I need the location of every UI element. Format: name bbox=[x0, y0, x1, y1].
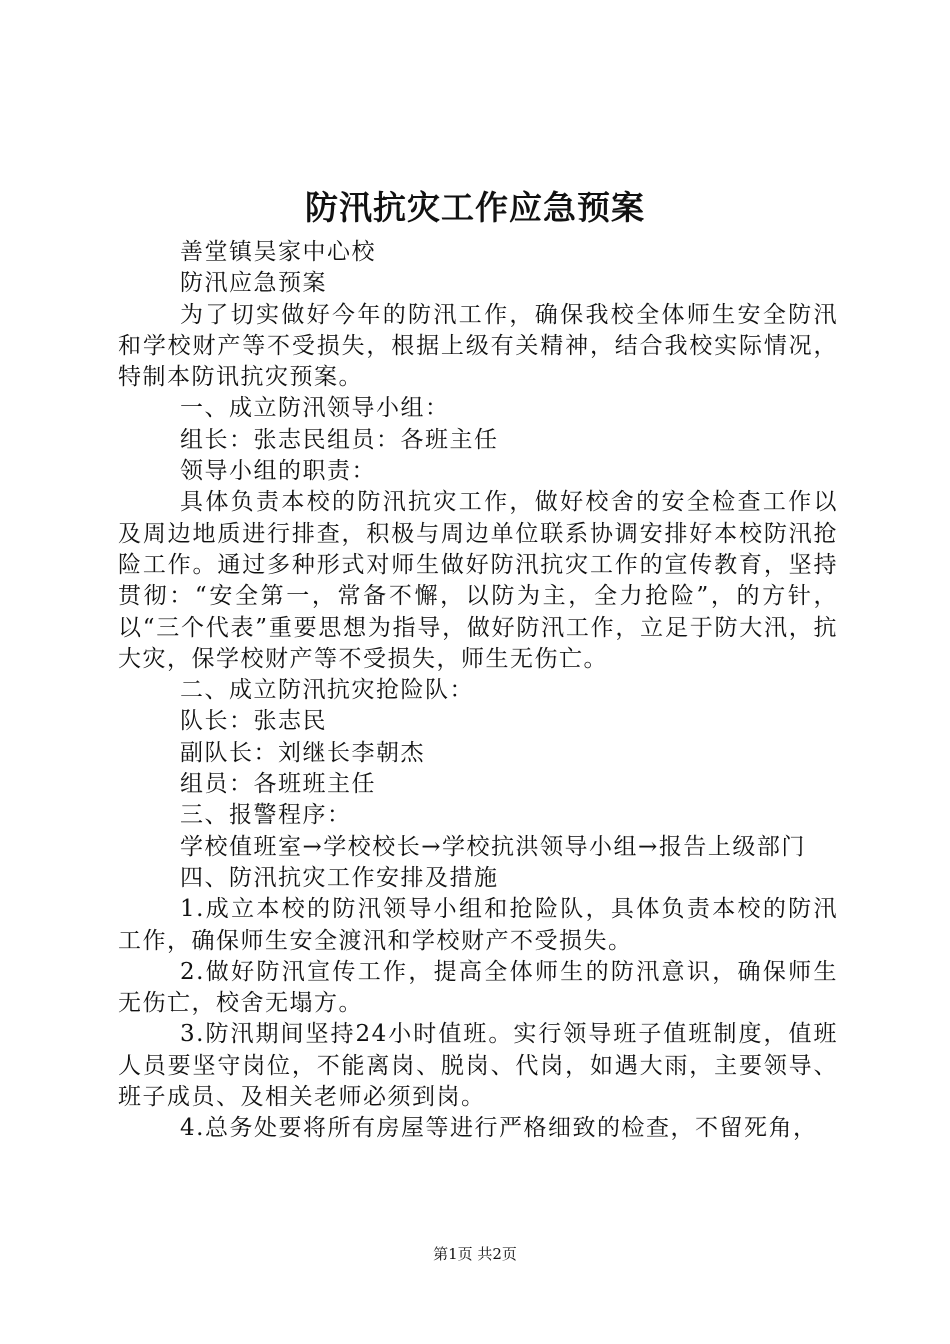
section-heading-3: 三、报警程序： bbox=[180, 802, 352, 829]
intro-paragraph: 为了切实做好今年的防汛工作，确保我校全体师生安全防汛和学校财产等不受损失，根据上级有关精神，结合我校实际情况，特制本防讯抗灾预案。 bbox=[118, 301, 838, 391]
measure-item-4: 4.总务处要将所有房屋等进行严格细致的检查，不留死角， bbox=[180, 1115, 818, 1142]
measure-item-3: 3.防汛期间坚持24小时值班。实行领导班子值班制度，值班人员要坚守岗位，不能离岗、脱岗、代岗，如遇大雨，主要领导、班子成员、及相关老师必须到岗。 bbox=[118, 1021, 838, 1111]
page-number-footer: 第1页 共2页 bbox=[433, 1245, 517, 1263]
team-vice-captain: 副队长：刘继长李朝杰 bbox=[180, 739, 425, 766]
duties-paragraph: 具体负责本校的防汛抗灾工作，做好校舍的安全检查工作以及周边地质进行排查，积极与周边单位联系协调安排好本校防汛抢险工作。通过多种形式对师生做好防汛抗灾工作的宣传教育，坚持贯彻：“安全第一，常备不懈，以防为主，全力抢险”，的方针，以“三个代表”重要思想为指导，做好防汛工作，立足于防大汛，抗大灾，保学校财产等不受损失，师生无伤亡。 bbox=[118, 489, 838, 672]
section-heading-2: 二、成立防汛抗灾抢险队： bbox=[180, 677, 474, 704]
plan-subtitle-line: 防汛应急预案 bbox=[180, 270, 327, 297]
duties-heading: 领导小组的职责： bbox=[180, 458, 376, 485]
section-heading-4: 四、防汛抗灾工作安排及措施 bbox=[180, 864, 499, 891]
document-body bbox=[118, 237, 838, 1145]
team-members: 组员：各班班主任 bbox=[180, 771, 376, 798]
alarm-procedure: 学校值班室→学校校长→学校抗洪领导小组→报告上级部门 bbox=[180, 833, 806, 860]
leader-group-members: 组长：张志民组员：各班主任 bbox=[180, 426, 499, 453]
section-heading-1: 一、成立防汛领导小组： bbox=[180, 395, 450, 422]
measure-item-2: 2.做好防汛宣传工作，提高全体师生的防汛意识，确保师生无伤亡，校舍无塌方。 bbox=[118, 958, 838, 1017]
document-title: 防汛抗灾工作应急预案 bbox=[305, 188, 645, 227]
school-name-line: 善堂镇吴家中心校 bbox=[180, 239, 376, 265]
team-captain: 队长：张志民 bbox=[180, 708, 327, 735]
measure-item-1: 1.成立本校的防汛领导小组和抢险队，具体负责本校的防汛工作，确保师生安全渡汛和学校财产不受损失。 bbox=[118, 896, 838, 954]
